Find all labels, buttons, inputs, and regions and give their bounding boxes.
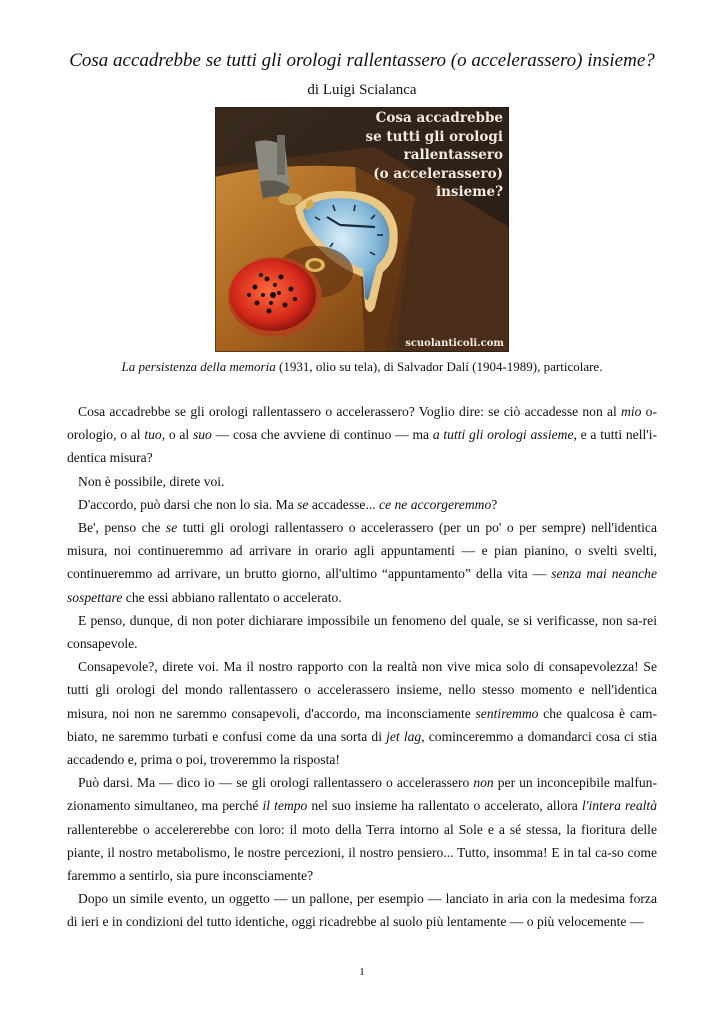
figure-overlay-title (366, 109, 503, 202)
body-paragraph (67, 400, 657, 470)
emphasis-text: non (473, 775, 494, 791)
body-paragraph (67, 493, 657, 516)
overlay-line: rallentassero (403, 147, 503, 163)
paragraph-text: rallenterebbe o accelererebbe con loro: il moto della Terra intorno al Sole e a sé stessa, la fioritura delle piante, il nostro metabolismo, le nostre percezioni, il nostro pensiero... Tutto, insomma! E in tal ca-so come faremmo a sentirlo, sia pure inconsciamente? (67, 821, 657, 884)
paragraph-text: ? (491, 496, 498, 512)
emphasis-text: l'intera realtà (581, 798, 657, 814)
body-paragraph (67, 771, 657, 887)
paragraph-text: Consapevole?, direte voi. Ma il nostro rapporto con la realtà non vive mica solo di consapevolezza! Se tutti gli orologi del mondo rallentassero o accelerassero insieme, nello stesso momento e nell'identica misura, noi non ne saremmo consapevoli, d'accordo, ma inconsciamente (67, 659, 657, 721)
paragraph-text: che qualcosa è cam-biato, ne saremmo turbati e confusi come da una sorta di (67, 705, 657, 744)
figure-caption (0, 359, 724, 375)
overlay-line: insieme? (435, 184, 503, 200)
paragraph-text: tutti gli orologi rallentassero o accelerassero (per un po' o per sempre) nell'identica misura, noi continueremmo ad arrivare in orario agli appuntamenti — e pian pianino, o svelti svelti, continueremmo ad arrivare, un brutto giorno, all'ultimo “appuntamento” della vita — (67, 520, 657, 582)
paragraph-text: — cosa che avviene di continuo — ma (211, 427, 433, 443)
emphasis-text: il tempo (262, 798, 308, 814)
page-number: 1 (359, 966, 365, 978)
paragraph-text: , cominceremmo a domandarci cosa ci stia accadendo e, prima o poi, troveremmo la risposta! (67, 728, 657, 768)
document-body (67, 400, 657, 934)
emphasis-text: senza mai neanche sospettare (67, 566, 658, 605)
body-paragraph (67, 609, 657, 655)
paragraph-text: D'accordo, può darsi che non lo sia. Ma (78, 496, 298, 512)
caption-work-title: La persistenza della memoria (121, 359, 276, 374)
body-paragraph (67, 516, 657, 609)
document-title: Cosa accadrebbe se tutti gli orologi rallentassero (o accelerassero) insieme? (69, 50, 655, 71)
overlay-line: Cosa accadrebbe (375, 110, 503, 126)
paragraph-text: nel suo insieme ha rallentato o accelerato, allora (307, 798, 582, 814)
painting-image (215, 107, 509, 352)
paragraph-text: E penso, dunque, di non poter dichiarare impossibile un fenomeno del quale, se si verificasse, non sa-rei consapevole. (67, 612, 657, 652)
paragraph-text: , o al (161, 427, 193, 443)
paragraph-text: Be', penso che (78, 520, 166, 536)
author-line: di Luigi Scialanca (307, 82, 417, 98)
body-paragraph (67, 887, 657, 933)
paragraph-text: accadesse... (308, 496, 380, 512)
paragraph-text: , e a tutti nell'i-dentica misura? (67, 427, 657, 466)
body-paragraph (67, 470, 657, 493)
paragraph-text: Non è possibile, direte voi. (78, 473, 225, 489)
emphasis-text: suo (192, 427, 212, 443)
emphasis-text: se (165, 520, 178, 536)
caption-details: (1931, olio su tela), di Salvador Dalí (1904-1989), particolare. (275, 359, 603, 374)
paragraph-text: o-orologio, o al (67, 404, 657, 443)
emphasis-text: mio (621, 404, 642, 419)
figure-site-watermark: scuolanticoli.com (405, 338, 504, 349)
emphasis-text: se (297, 496, 309, 512)
emphasis-text: a tutti gli orologi assieme (432, 427, 574, 443)
body-paragraph (67, 655, 657, 771)
paragraph-text: per un inconcepibile malfun-zionamento simultaneo, ma perché (67, 775, 657, 814)
paragraph-text: che essi abbiano rallentato o accelerato. (122, 589, 342, 605)
emphasis-text: tuo (144, 427, 162, 443)
overlay-line: se tutti gli orologi (365, 128, 503, 145)
emphasis-text: sentiremmo (475, 705, 539, 721)
paragraph-text: Cosa accadrebbe se gli orologi rallentassero o accelerassero? Voglio dire: se ciò accadesse non al (78, 404, 622, 419)
emphasis-text: ce ne accorgeremmo (379, 496, 492, 512)
overlay-line: (o accelerassero) (373, 165, 503, 182)
paragraph-text: Può darsi. Ma — dico io — se gli orologi rallentassero o accelerassero (78, 775, 474, 791)
paragraph-text: Dopo un simile evento, un oggetto — un pallone, per esempio — lanciato in aria con la medesima forza di ieri e in condizioni del tutto identiche, oggi ricadrebbe al suolo più lentamente — o più velocemente — (67, 891, 657, 930)
emphasis-text: jet lag (386, 728, 422, 744)
